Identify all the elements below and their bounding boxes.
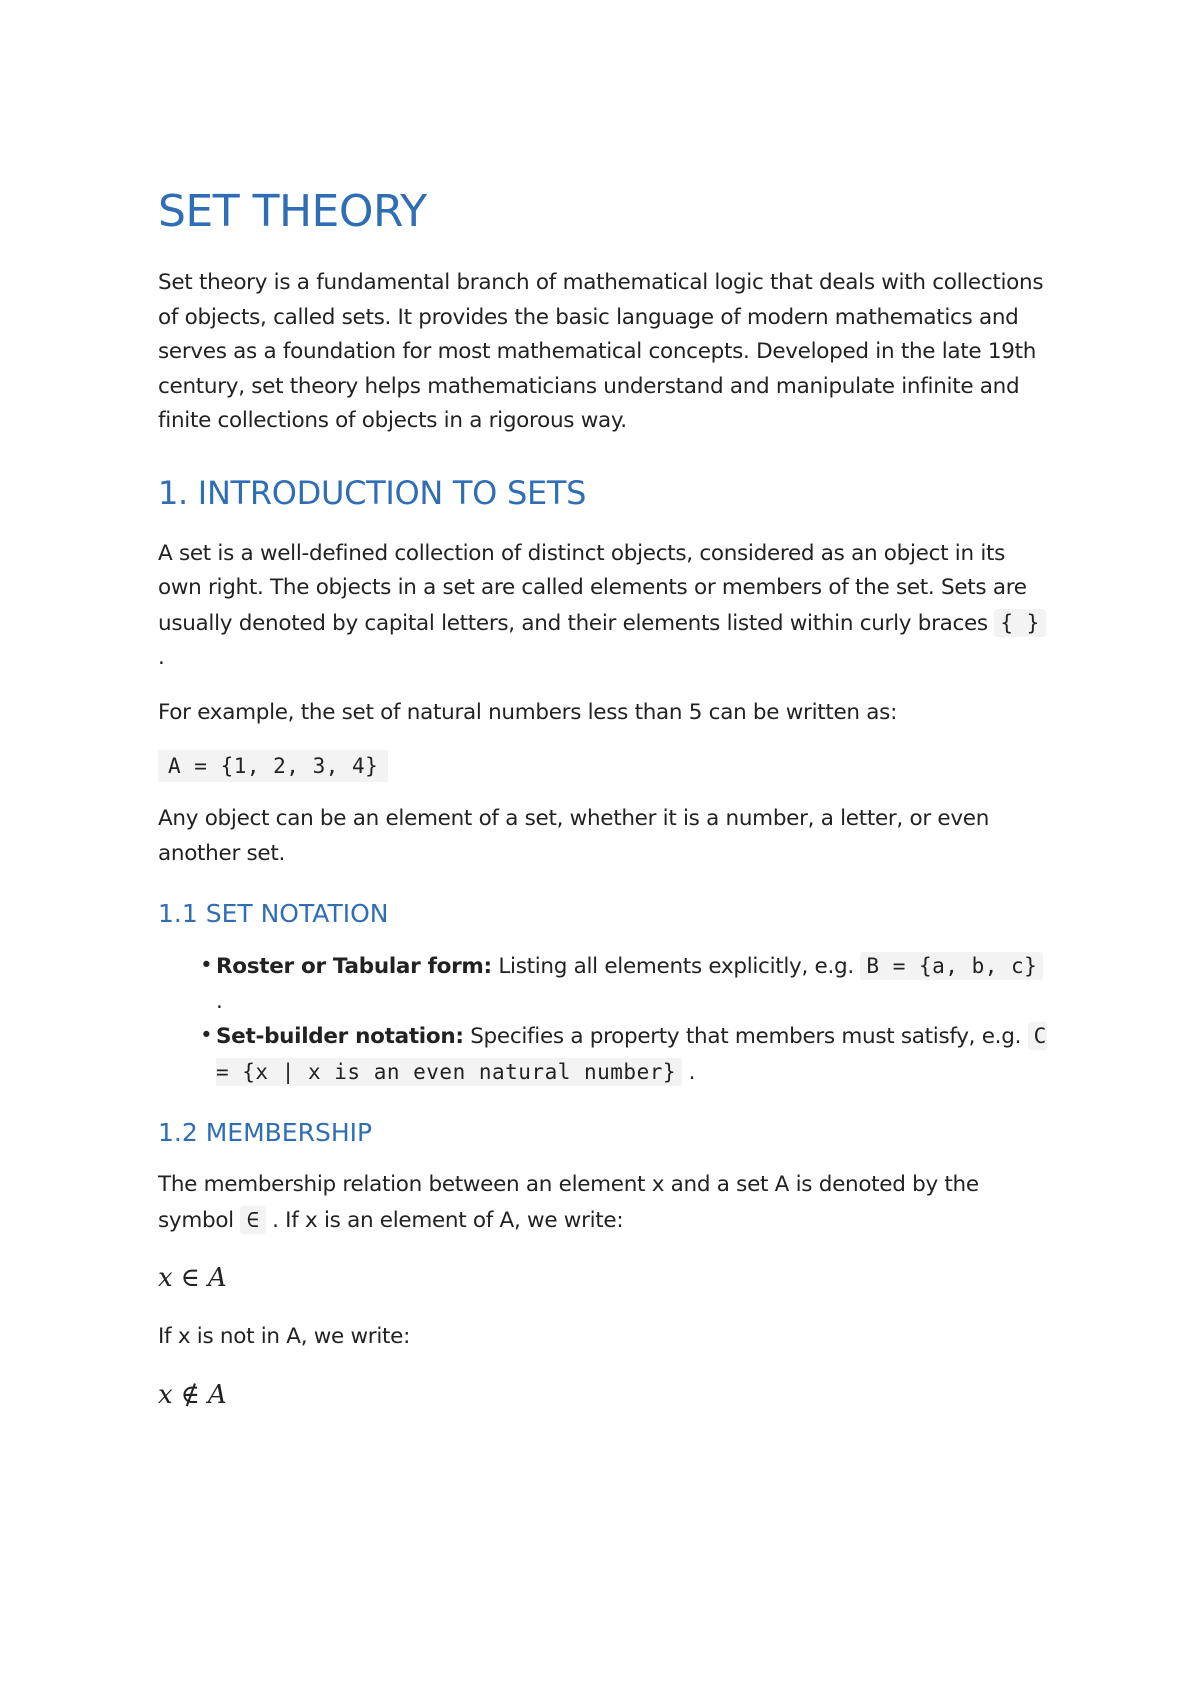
math-left: x	[158, 1263, 173, 1293]
not-in-paragraph: If x is not in A, we write:	[158, 1324, 411, 1349]
list-item	[200, 949, 1048, 1019]
math-left: x	[158, 1379, 173, 1410]
section-heading-set-notation: 1.1 SET NOTATION	[158, 899, 389, 928]
membership-text: The membership relation between an element x and a set A is denoted by the symbol	[158, 1172, 979, 1233]
list-item	[200, 1019, 1048, 1090]
math-not-element-of	[158, 1375, 1048, 1415]
intro-paragraph: Set theory is a fundamental branch of mathematical logic that deals with collections of objects, called sets. It provides the basic language of modern mathematics and serves as a foundation for most mathematical concepts. Developed in the late 19th century, set theory helps mathematicians understand and manipulate infinite and finite collections of objects in a rigorous way.	[158, 270, 1044, 433]
list-item-code: C = {x | x is an even natural number}	[216, 1024, 1047, 1084]
list-item-term: Roster or Tabular form:	[216, 954, 492, 979]
any-object-paragraph: Any object can be an element of a set, whether it is a number, a letter, or even another set.	[158, 806, 990, 866]
element-of-symbol-code: ∈	[240, 1206, 265, 1234]
set-definition-text: A set is a well-defined collection of distinct objects, considered as an object in its own right. The objects in a set are called elements or members of the set. Sets are usually denoted by capital letters, and their elements listed within curly braces	[158, 540, 1027, 636]
document-title: SET THEORY	[158, 186, 427, 237]
list-item-end: .	[216, 988, 223, 1014]
section-heading-membership: 1.2 MEMBERSHIP	[158, 1118, 373, 1147]
example-intro-paragraph: For example, the set of natural numbers less than 5 can be written as:	[158, 699, 898, 725]
list-item-term: Set-builder notation:	[216, 1024, 464, 1049]
curly-braces-code: { }	[994, 609, 1045, 637]
list-item-text: Listing all elements explicitly, e.g.	[491, 954, 861, 979]
math-operator: ∈	[180, 1263, 200, 1293]
math-right: A	[207, 1379, 227, 1410]
example-code-block: A = {1, 2, 3, 4}	[158, 750, 388, 782]
notation-list	[158, 949, 1048, 1090]
list-item-text: Specifies a property that members must satisfy, e.g.	[463, 1024, 1028, 1049]
section-heading-introduction: 1. INTRODUCTION TO SETS	[158, 473, 587, 512]
math-operator: ∉	[180, 1379, 200, 1410]
list-item-end: .	[688, 1059, 696, 1085]
math-right: A	[207, 1263, 227, 1293]
set-definition-paragraph	[158, 537, 1048, 676]
document-page	[158, 180, 1048, 1437]
set-definition-end: .	[158, 645, 165, 670]
math-element-of	[158, 1258, 1048, 1298]
membership-paragraph	[158, 1168, 1048, 1238]
membership-end: . If x is an element of A, we write:	[272, 1207, 624, 1233]
list-item-code: B = {a, b, c}	[860, 952, 1043, 980]
